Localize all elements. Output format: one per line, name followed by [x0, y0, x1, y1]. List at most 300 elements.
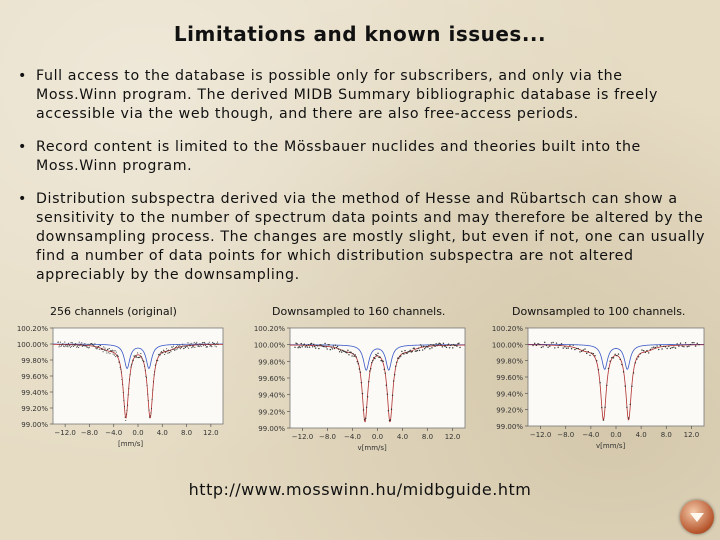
data-point	[64, 342, 65, 343]
data-point	[334, 348, 335, 349]
data-point	[434, 346, 435, 347]
data-point	[172, 349, 173, 350]
data-point	[124, 406, 125, 407]
plot-area	[53, 328, 223, 424]
data-point	[682, 346, 683, 347]
data-point	[59, 346, 60, 347]
data-point	[317, 345, 318, 346]
data-point	[167, 350, 168, 351]
data-point	[194, 347, 195, 348]
data-point	[66, 344, 67, 345]
data-point	[589, 355, 590, 356]
data-point	[201, 344, 202, 345]
x-tick-label: 0.0	[371, 433, 384, 441]
data-point	[323, 346, 324, 347]
data-point	[128, 394, 129, 395]
y-tick-label: 99.20%	[496, 406, 523, 415]
y-tick-label: 99.60%	[21, 373, 48, 381]
data-point	[103, 346, 104, 347]
data-point	[315, 347, 316, 348]
data-point	[114, 355, 115, 356]
data-point	[144, 366, 145, 367]
data-point	[360, 372, 361, 373]
data-point	[563, 347, 564, 348]
data-point	[330, 349, 331, 350]
data-point	[71, 342, 72, 343]
data-point	[108, 352, 109, 353]
data-point	[421, 346, 422, 347]
data-point	[140, 357, 141, 358]
data-point	[164, 350, 165, 351]
data-point	[638, 356, 639, 357]
data-point	[297, 347, 298, 348]
data-point	[534, 343, 535, 344]
data-point	[409, 350, 410, 351]
y-tick-label: 99.00%	[21, 421, 48, 429]
data-point	[150, 415, 151, 416]
data-point	[125, 417, 126, 418]
data-point	[636, 358, 637, 359]
data-point	[296, 343, 297, 344]
bullet-item	[18, 138, 708, 176]
data-point	[218, 344, 219, 345]
data-point	[365, 418, 366, 419]
data-point	[59, 344, 60, 345]
data-point	[108, 349, 109, 350]
data-point	[121, 372, 122, 373]
data-point	[111, 351, 112, 352]
data-point	[557, 347, 558, 348]
data-point	[128, 388, 129, 389]
data-point	[178, 346, 179, 347]
data-point	[329, 344, 330, 345]
x-tick-label: 0.0	[610, 431, 622, 439]
data-point	[112, 350, 113, 351]
data-point	[346, 352, 347, 353]
data-point	[374, 358, 375, 359]
data-point	[65, 345, 66, 346]
data-point	[623, 371, 624, 372]
data-point	[671, 347, 672, 348]
data-point	[442, 346, 443, 347]
data-point	[433, 344, 434, 345]
data-point	[448, 344, 449, 345]
data-point	[611, 357, 612, 358]
data-point	[137, 357, 138, 358]
data-point	[333, 345, 334, 346]
data-point	[177, 345, 178, 346]
data-point	[175, 347, 176, 348]
data-point	[71, 346, 72, 347]
data-point	[170, 351, 171, 352]
data-point	[569, 345, 570, 346]
data-point	[594, 355, 595, 356]
data-point	[190, 345, 191, 346]
data-point	[692, 342, 693, 343]
bullet-list	[18, 67, 708, 299]
bullet-text: Record content is limited to the Mössbauer nuclides and theories built into the Moss.Winn program.	[36, 139, 641, 174]
data-point	[658, 349, 659, 350]
data-point	[371, 362, 372, 363]
data-point	[393, 380, 394, 381]
data-point	[395, 366, 396, 367]
plot-area	[528, 328, 704, 426]
data-point	[621, 364, 622, 365]
data-point	[618, 353, 619, 354]
data-point	[120, 367, 121, 368]
data-point	[162, 352, 163, 353]
y-tick-label: 99.80%	[258, 358, 285, 367]
data-point	[118, 356, 119, 357]
data-point	[65, 346, 66, 347]
slide-title: Limitations and known issues...	[173, 22, 547, 46]
data-point	[391, 409, 392, 410]
y-tick-label: 99.60%	[258, 375, 285, 383]
data-point	[142, 358, 143, 359]
data-point	[428, 345, 429, 346]
data-point	[641, 349, 642, 350]
data-point	[335, 345, 336, 346]
data-point	[155, 365, 156, 366]
data-point	[665, 346, 666, 347]
data-point	[129, 379, 130, 380]
data-point	[72, 345, 73, 346]
data-point	[645, 352, 646, 353]
data-point	[596, 360, 597, 361]
data-point	[79, 342, 80, 343]
data-point	[104, 350, 105, 351]
data-point	[109, 348, 110, 349]
data-point	[556, 342, 557, 343]
data-point	[599, 382, 600, 383]
x-tick-label: −12.0	[291, 433, 314, 441]
data-point	[564, 346, 565, 347]
data-point	[628, 417, 629, 418]
data-point	[643, 350, 644, 351]
data-point	[70, 347, 71, 348]
data-point	[154, 371, 155, 372]
data-point	[165, 351, 166, 352]
data-point	[451, 344, 452, 345]
data-point	[559, 344, 560, 345]
data-point	[566, 348, 567, 349]
data-point	[174, 349, 175, 350]
data-point	[452, 347, 453, 348]
spectrum-plot-100	[484, 322, 710, 462]
data-point	[656, 345, 657, 346]
data-point	[211, 346, 212, 347]
x-tick-label: −4.0	[344, 433, 361, 441]
data-point	[423, 346, 424, 347]
data-point	[179, 347, 180, 348]
data-point	[673, 346, 674, 347]
data-point	[182, 344, 183, 345]
y-tick-label: 99.40%	[258, 391, 285, 400]
data-point	[101, 348, 102, 349]
data-point	[445, 345, 446, 346]
data-point	[653, 346, 654, 347]
data-point	[609, 360, 610, 361]
data-point	[103, 351, 104, 352]
data-point	[578, 348, 579, 349]
data-point	[348, 354, 349, 355]
x-tick-label: −8.0	[319, 433, 336, 441]
data-point	[141, 356, 142, 357]
data-point	[549, 346, 550, 347]
x-tick-label: 8.0	[181, 429, 193, 437]
data-point	[136, 356, 137, 357]
data-point	[359, 368, 360, 369]
data-point	[419, 350, 420, 351]
data-point	[105, 349, 106, 350]
y-tick-label: 99.80%	[21, 357, 48, 365]
data-point	[341, 351, 342, 352]
data-point	[196, 342, 197, 343]
data-point	[97, 347, 98, 348]
reference-url[interactable]: http://www.mosswinn.hu/midbguide.htm	[188, 480, 532, 499]
data-point	[372, 360, 373, 361]
y-tick-label: 99.00%	[258, 425, 285, 433]
x-tick-label: −8.0	[557, 431, 575, 439]
data-point	[375, 354, 376, 355]
y-tick-label: 100.00%	[16, 341, 48, 349]
data-point	[157, 360, 158, 361]
data-point	[571, 348, 572, 349]
data-point	[613, 357, 614, 358]
data-point	[588, 351, 589, 352]
data-point	[350, 352, 351, 353]
data-point	[655, 347, 656, 348]
data-point	[191, 347, 192, 348]
data-point	[536, 345, 537, 346]
data-point	[189, 344, 190, 345]
data-point	[363, 409, 364, 410]
data-point	[347, 350, 348, 351]
data-point	[169, 352, 170, 353]
x-axis-label: [mm/s]	[118, 440, 144, 448]
plot-title-100: Downsampled to 100 channels.	[512, 305, 686, 318]
data-point	[458, 343, 459, 344]
data-point	[185, 347, 186, 348]
bullet-dot: •	[18, 139, 27, 155]
data-point	[135, 357, 136, 358]
data-point	[412, 351, 413, 352]
data-point	[646, 350, 647, 351]
data-point	[74, 344, 75, 345]
plot-frame	[53, 328, 223, 424]
data-point	[192, 345, 193, 346]
data-point	[406, 353, 407, 354]
plot-title-160: Downsampled to 160 channels.	[272, 305, 446, 318]
y-tick-label: 100.20%	[16, 325, 48, 333]
data-point	[352, 353, 353, 354]
data-point	[81, 342, 82, 343]
data-point	[306, 345, 307, 346]
data-point	[418, 348, 419, 349]
data-point	[403, 353, 404, 354]
data-point	[424, 348, 425, 349]
data-point	[606, 385, 607, 386]
data-point	[60, 342, 61, 343]
data-point	[427, 346, 428, 347]
data-point	[58, 342, 59, 343]
data-point	[614, 354, 615, 355]
data-point	[331, 346, 332, 347]
data-point	[398, 358, 399, 359]
data-point	[440, 343, 441, 344]
data-point	[338, 348, 339, 349]
data-point	[133, 360, 134, 361]
data-point	[687, 346, 688, 347]
spectrum-plot-original	[8, 322, 226, 462]
data-point	[94, 346, 95, 347]
data-point	[123, 392, 124, 393]
data-point	[153, 381, 154, 382]
data-point	[152, 389, 153, 390]
data-point	[302, 346, 303, 347]
data-point	[625, 385, 626, 386]
data-point	[325, 346, 326, 347]
data-point	[357, 361, 358, 362]
data-point	[429, 348, 430, 349]
data-point	[143, 361, 144, 362]
data-point	[148, 410, 149, 411]
data-point	[72, 342, 73, 343]
data-point	[214, 345, 215, 346]
data-point	[307, 346, 308, 347]
data-point	[193, 345, 194, 346]
data-point	[631, 386, 632, 387]
x-tick-label: −12.0	[529, 431, 552, 439]
x-tick-label: −4.0	[582, 431, 600, 439]
data-point	[113, 350, 114, 351]
data-point	[100, 345, 101, 346]
bullet-text: Distribution subspectra derived via the method of Hesse and Rübartsch can show a sensitivity to the number of spectrum data points and may therefore be altered by the downsampling process. The changes are mostly slight, but even if not, one can usually find a number of data points for which distribution subspectra are not altered appreciably by the downsampling.	[36, 191, 706, 283]
y-tick-label: 99.20%	[258, 408, 285, 417]
data-point	[69, 345, 70, 346]
data-point	[164, 354, 165, 355]
data-point	[126, 410, 127, 411]
data-point	[670, 348, 671, 349]
data-point	[635, 362, 636, 363]
x-tick-label: −12.0	[54, 429, 76, 437]
data-point	[145, 376, 146, 377]
data-point	[121, 379, 122, 380]
x-tick-label: 4.0	[396, 433, 409, 441]
data-point	[177, 348, 178, 349]
data-point	[192, 346, 193, 347]
data-point	[581, 351, 582, 352]
data-point	[87, 347, 88, 348]
data-point	[77, 345, 78, 346]
data-point	[184, 346, 185, 347]
data-point	[591, 352, 592, 353]
x-axis-label: v[mm/s]	[596, 442, 626, 450]
data-point	[182, 346, 183, 347]
data-point	[106, 350, 107, 351]
data-point	[459, 347, 460, 348]
data-point	[431, 347, 432, 348]
data-point	[384, 369, 385, 370]
bullet-text: Full access to the database is possible only for subscribers, and only via the Moss.Winn program. The derived MIDB Summary bibliographic database is freely accessible via the web though, and there are also free-access periods.	[36, 68, 658, 122]
data-point	[68, 343, 69, 344]
data-point	[172, 347, 173, 348]
data-point	[666, 348, 667, 349]
data-point	[166, 348, 167, 349]
data-point	[194, 342, 195, 343]
data-point	[394, 374, 395, 375]
data-point	[73, 346, 74, 347]
data-point	[173, 346, 174, 347]
data-point	[168, 350, 169, 351]
x-tick-label: 12.0	[683, 431, 700, 439]
data-point	[539, 344, 540, 345]
data-point	[81, 344, 82, 345]
data-point	[308, 344, 309, 345]
data-point	[167, 353, 168, 354]
data-point	[367, 396, 368, 397]
data-point	[697, 343, 698, 344]
data-point	[305, 346, 306, 347]
data-point	[179, 345, 180, 346]
data-point	[449, 347, 450, 348]
data-point	[125, 420, 126, 421]
data-point	[312, 346, 313, 347]
data-point	[364, 419, 365, 420]
plot-title-original: 256 channels (original)	[50, 305, 177, 318]
data-point	[561, 343, 562, 344]
data-point	[675, 347, 676, 348]
data-point	[339, 351, 340, 352]
data-point	[115, 350, 116, 351]
data-point	[546, 345, 547, 346]
y-tick-label: 100.20%	[491, 325, 523, 333]
x-tick-label: 0.0	[132, 429, 144, 437]
data-point	[693, 342, 694, 343]
data-point	[446, 347, 447, 348]
data-point	[668, 346, 669, 347]
data-point	[362, 393, 363, 394]
data-point	[94, 343, 95, 344]
arrow-down-icon	[690, 513, 704, 522]
data-point	[356, 356, 357, 357]
data-point	[180, 348, 181, 349]
data-point	[215, 344, 216, 345]
data-point	[390, 419, 391, 420]
data-point	[74, 345, 75, 346]
data-point	[123, 400, 124, 401]
data-point	[678, 345, 679, 346]
data-point	[191, 343, 192, 344]
data-point	[630, 404, 631, 405]
data-point	[102, 349, 103, 350]
data-point	[117, 355, 118, 356]
data-point	[547, 347, 548, 348]
plot-frame	[528, 328, 704, 426]
data-point	[608, 368, 609, 369]
data-point	[208, 344, 209, 345]
x-tick-label: 8.0	[421, 433, 434, 441]
data-point	[96, 347, 97, 348]
y-tick-label: 99.00%	[496, 423, 523, 431]
data-point	[551, 342, 552, 343]
home-arrow-icon[interactable]	[680, 500, 714, 534]
data-point	[340, 350, 341, 351]
x-tick-label: 12.0	[444, 433, 461, 441]
data-point	[159, 355, 160, 356]
data-point	[213, 344, 214, 345]
data-point	[60, 346, 61, 347]
